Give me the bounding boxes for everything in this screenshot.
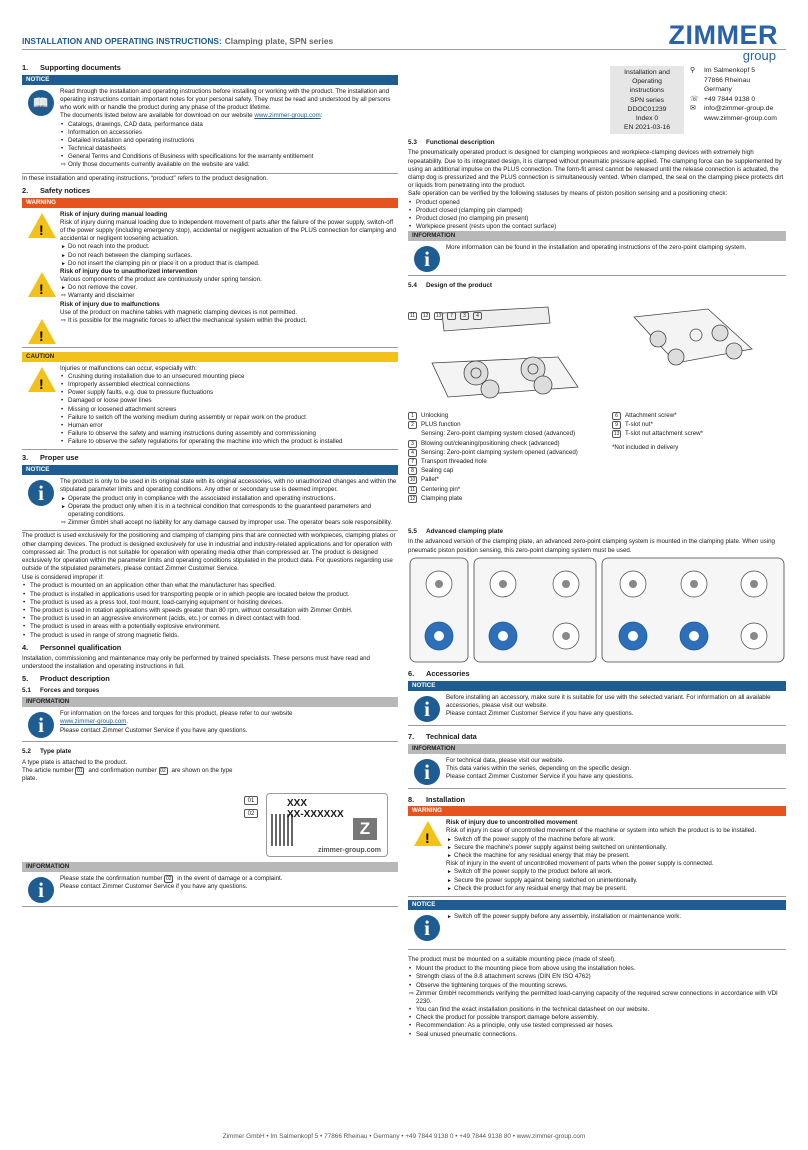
header-subtitle: Clamping plate, SPN series bbox=[224, 36, 334, 46]
read-manual-icon: 📖 bbox=[28, 90, 54, 116]
warning-label: WARNING bbox=[408, 806, 786, 816]
article-number: XXX bbox=[287, 798, 308, 809]
docinfo-line: Operating bbox=[632, 78, 662, 86]
list-item: • General Terms and Conditions of Business with specifications for the warranty entitlement bbox=[60, 153, 398, 161]
notice-text: Read through the installation and operating instructions before installing or working with the product. The installation and operating instructions contain important notes for your personal safety. They must be read and understood by all persons who work with or handle the product during any phase of the product lifetime. bbox=[60, 87, 391, 112]
information-box: i Please state the confirmation number 02 in the event of damage or a complaint. Please contact Zimmer Customer Service if you have any questions. bbox=[22, 872, 398, 907]
section-6-heading: 6. Accessories bbox=[408, 669, 470, 678]
type-plate-info bbox=[22, 862, 398, 907]
docinfo-line: Index 0 bbox=[635, 114, 659, 122]
information-box: i For information on the forces and torques for this product, please refer to our website www.zimmer-group.com. Please contact Zimmer Customer Service if you have any questions. bbox=[22, 707, 398, 742]
docinfo-line: DDOC01239 bbox=[627, 105, 667, 113]
docinfo-line: Installation and bbox=[624, 69, 670, 76]
notice-box: i Before installing an accessory, make sure it is suitable for use with the selected variant. For information on all available accessories, please visit our website. Please contact Zimmer Customer Service if you have any questions. bbox=[408, 691, 786, 726]
section-2-heading: 2. Safety notices bbox=[22, 185, 91, 195]
design-legend-left: 1 Unlocking 2 PLUS function Sensing: Zero-point clamping system closed (advanced) 3 Blowing out/cleaning/positioning check (advanced) 4 Sensing: Zero-point clamping system opened (advanced) 7 Transport threaded hole 8 Sealing cap 10 Pallet* 11 Centering pin* 12 Clamping plate bbox=[409, 412, 578, 502]
warning-box: ! Risk of injury due to uncontrolled movement Risk of injury in case of uncontrolled movement of the machine or system into which the product is to be installed. ► Switch off the power supply of the machine before all work. ► Secure the machine's power supply against being switched on unintentionally. ► Check the machine for any residual energy that may be present. Risk of injury in the event of uncontrolled movement of parts when the power supply is connected. ► Switch off the power supply to the product before all work. ► Secure the power supply against being switched on unintentionally. ► Check the product for any residual energy that may be present. bbox=[408, 816, 786, 897]
company-address bbox=[690, 66, 790, 123]
caution-label: CAUTION bbox=[22, 352, 398, 362]
warning-title: Risk of injury due to malfunctions bbox=[60, 300, 160, 308]
list-item: • Technical datasheets bbox=[60, 145, 398, 153]
information-box: i More information can be found in the installation and operating instructions of the zero-point clamping system. bbox=[408, 241, 786, 276]
notice-label: NOTICE bbox=[408, 900, 786, 910]
warning-box: ! ! ! Risk of injury during manual loading Risk of injury during manual loading due to independent movement of parts after the failure of the power supply, switch-off of the power supply (including emergency stop), accidental or negligent actuation of the PLUS connection for clamping and accidental or negligent loosening actuation. ► Do not reach into the product. ► Do not reach between the clamping surfaces. ► Do not insert the clamping pin or place it on a product that is clamped. Risk of injury due to unauthorized intervention Various components of the product are continuously under spring tension. ► Do not remove the cover. ⇨ Warranty and disclaimer Risk of injury due to malfunctions Use of the product on machine tables with magnetic clamping devices is not permitted. ⇨ It is possible for the magnetic forces to affect the mechanical system within the product. bbox=[22, 208, 398, 348]
type-plate-web: zimmer-group.com bbox=[317, 847, 381, 854]
list-item: • Information on accessories bbox=[60, 129, 398, 137]
section-5-4-heading: 5.4 Design of the product bbox=[408, 282, 493, 290]
notice-label: NOTICE bbox=[22, 75, 398, 85]
info-icon: i bbox=[28, 877, 54, 903]
address-street: Im Salmenkopf 5 bbox=[704, 67, 755, 74]
notice-label: NOTICE bbox=[408, 681, 786, 691]
info-icon: i bbox=[28, 712, 54, 738]
improper-use-list: • The product is mounted on an application other than what the manufacturer has specified. • The product is installed in applications used for transporting people or in which people are located below the product. • The product is used as a press tool, tool mount, load-carrying equipment or hoisting devices. • The product is used in rotation applications with speeds greater than 80 rpm, without consultation with Zimmer GmbH. • The product is used in an aggressive environment (acids, etc.) or comes in direct contact with food. • The product is used in areas with a potentially explosive environment. • The product is used in range of strong magnetic fields. bbox=[22, 582, 398, 639]
info-icon: i bbox=[414, 246, 440, 272]
warning-label: WARNING bbox=[22, 198, 398, 208]
info-icon: i bbox=[414, 696, 440, 722]
section-5-heading: 5. Product description bbox=[22, 673, 110, 683]
address-country: Germany bbox=[704, 86, 732, 94]
callout-01: 01 bbox=[244, 796, 258, 805]
list-item: • Detailed installation and operating instructions bbox=[60, 137, 398, 145]
location-pin-icon: ⚲ bbox=[690, 67, 695, 74]
document-header bbox=[22, 36, 333, 47]
right-column-lower: 6. Accessories NOTICE i Before installing an accessory, make sure it is suitable for use with the selected variant. For information on all available accessories, please visit our website. Please contact Zimmer Customer Service if you have any questions. 7. Technical data INFORMATION i For technical data, please visit our website. This data varies within the series, depending on the specific design. Please contact Zimmer Customer Service if you have any questions. 8. Installation WARNING ! Risk of injury due to uncontrolled movement Risk of injury in case of uncontrolled movement of the machine or system into which the product is to be installed. ► Switch off the power supply of the machine before all work. ► Secure the machine's power supply against being switched on unintentionally. ► Check the machine for any residual energy that may be present. Risk of injury in the event of uncontrolled movement of parts when the power supply is connected. ► Switch off the power supply to the product before all work. ► Secure the power supply against being switched on unintentionally. ► Check the product for any residual energy that may be present. NOTICE i ► Switch off the power supply before any assembly, installation or maintenance work. The product must be mounted on a suitable mounting piece (made of steel). • Mount the product to the mounting piece from above using the installation holes. • Strength class of the 8.8 attachment screws (DIN EN ISO 4762) • Observe the tightening torques of the mounting screws. ⇨ Zimmer GmbH recommends verifying the permitted load-carrying capacity of the required screw connections in accordance with VDI 2230. • You can find the exact installation positions in the technical datasheet on our website. • Check the product for possible transport damage before assembly. • Recommendation: As a principle, only use tested compressed air hoses. • Seal unused pneumatic connections. bbox=[408, 666, 786, 1039]
callout-02: 02 bbox=[244, 809, 258, 818]
website-link[interactable]: www.zimmer-group.com bbox=[60, 718, 127, 726]
notice-box: i ► Switch off the power supply before any assembly, installation or maintenance work. bbox=[408, 910, 786, 950]
docinfo-line: EN 2021-03-16 bbox=[623, 124, 671, 132]
zimmer-logo bbox=[652, 14, 782, 62]
list-item: • Catalogs, drawings, CAD data, performance data bbox=[60, 121, 398, 129]
document-id-box bbox=[610, 66, 684, 134]
section-5-3-heading: 5.3 Functional description bbox=[408, 139, 495, 146]
proper-use-text: The product is used exclusively for the positioning and clamping of clamping pins that are connected with workpieces, clamping plates or other clamping devices. The product is designed exclusively for use in industrial and industry-related applications and for operation with compressed air. The product is not suitable for operation with operating media other than compressed air. The product is designed exclusively for operation within the parameter limits and operating conditions stipulated in the product data. For questions regarding use outside of the stipulated parameters, please contact Zimmer Customer Service. bbox=[22, 532, 396, 573]
product-note: In these installation and operating instructions, “product” refers to the product designation. bbox=[22, 174, 268, 182]
design-legend-right: 6 Attachment screw* 9 T-slot nut* 13 T-slot nut attachment screw* *Not included in delivery bbox=[612, 412, 704, 451]
docinfo-line: instructions bbox=[629, 87, 665, 95]
page-footer: Zimmer GmbH • Im Salmenkopf 5 • 77866 Rheinau • Germany • +49 7844 9138 0 • +49 7844 9138 80 • www.zimmer-group.com bbox=[222, 1133, 586, 1140]
section-4-heading: 4. Personnel qualification bbox=[22, 642, 122, 652]
left-column: 1. Supporting documents NOTICE 📖 Read through the installation and operating instructions before installing or working with the product. The installation and operating instructions contain important notes for your personal safety. They must be read and understood by all persons who work with or handle the product during any phase of the product lifetime. The documents listed below are available for download on our website www.zimmer-group.com: • Catalogs, drawings, CAD data, performance data • Information on accessories • Detailed installation and operating instructions • Technical datasheets • General Terms and Conditions of Business with specifications for the warranty entitlement ⇨ Only those documents currently available on the website are valid. In these installation and operating instructions, “product” refers to the product designation. 2. Safety notices WARNING ! ! ! Risk of injury during manual loading Risk of injury during manual loading due to independent movement of parts after the failure of the power supply, switch-off of the power supply (including emergency stop), accidental or negligent actuation of the PLUS connection for clamping and accidental or negligent loosening actuation. ► Do not reach into the product. ► Do not reach between the clamping surfaces. ► Do not insert the clamping pin or place it on a product that is clamped. Risk of injury due to unauthorized intervention Various components of the product are continuously under spring tension. ► Do not remove the cover. ⇨ Warranty and disclaimer Risk of injury due to malfunctions Use of the product on machine tables with magnetic clamping devices is not permitted. ⇨ It is possible for the magnetic forces to affect the mechanical system within the product. CAUTION ! Injuries or malfunctions can occur, especially with: • Crushing during installation due to an unsecured mounting piece • Improperly assembled electrical connections • Power supply faults, e.g. due to pressure fluctuations • Damaged or loose power lines • Missing or loosened attachment screws • Failure to switch off the working medium during assembly or repair work on the product • Human error • Failure to observe the safety and warning instructions during assembly and commissioning • Failure to observe the safety regulations for operating the machine into which the product is installed 3. Proper use NOTICE i The product is only to be used in its original state with its original accessories, with no unauthorized changes and within the stipulated parameter limits and operating conditions. Any other or secondary use is deemed improper. ► Operate the product only in compliance with the associated installation and operating instructions. ► Operate the product only when it is in a technical condition that corresponds to the guaranteed parameters and operating conditions. ⇨ Zimmer GmbH shall accept no liability for any damage caused by improper use. The operator bears sole responsibility. The product is used exclusively for the positioning and clamping of clamping pins that are connected with workpieces, clamping plates or other clamping devices. The product is designed exclusively for use in industrial and industry-related applications and for operation with compressed air. The product is not suitable for operation with operating media other than compressed air. The product is designed exclusively for operation within the parameter limits and operating conditions stipulated in the product data. For questions regarding use outside of the stipulated parameters, please contact Zimmer Customer Service. Use is considered improper if: • The product is mounted on an application other than what the manufacturer has specified. • The product is installed in applications used for transporting people or in which people are located below the product. • The product is used as a press tool, tool mount, load-carrying equipment or hoisting devices. • The product is used in rotation applications with speeds greater than 80 rpm, without consultation with Zimmer GmbH. • The product is used in an aggressive environment (acids, etc.) or comes in direct contact with food. • The product is used in areas with a potentially explosive environment. • The product is used in range of strong magnetic fields. 4. Personnel qualification Installation, commissioning and maintenance may only be performed by trained specialists. These persons must have read and understood the installation and operating instructions in full. 5. Product description 5.1 Forces and torques INFORMATION i For information on the forces and torques for this product, please refer to our website www.zimmer-group.com. Please contact Zimmer Customer Service if you have any questions. 5.2 Type plate A type plate is attached to the product. The article number 01 and confirmation number 02 are shown on the type plate. bbox=[22, 60, 398, 783]
warning-triangle-icon: ! bbox=[28, 367, 56, 392]
phone-icon: ☏ bbox=[690, 95, 699, 103]
type-plate bbox=[266, 793, 388, 857]
information-label: INFORMATION bbox=[408, 231, 786, 241]
information-label: INFORMATION bbox=[408, 744, 786, 754]
zimmer-z-logo: Z bbox=[353, 818, 377, 840]
website-link[interactable]: www.zimmer-group.com bbox=[254, 112, 321, 120]
information-label: INFORMATION bbox=[22, 862, 398, 872]
logo-sub: group bbox=[742, 48, 776, 63]
warning-title: Risk of injury due to unauthorized intervention bbox=[60, 267, 198, 275]
address-city: 77866 Rheinau bbox=[704, 76, 751, 84]
warning-triangle-icon: ! bbox=[28, 213, 56, 238]
section-7-heading: 7. Technical data bbox=[408, 731, 477, 741]
notice-label: NOTICE bbox=[22, 465, 398, 475]
notice-box: i The product is only to be used in its original state with its original accessories, with no unauthorized changes and within the stipulated parameter limits and operating conditions. Any other or secondary use is deemed improper. ► Operate the product only in compliance with the associated installation and operating instructions. ► Operate the product only when it is in a technical condition that corresponds to the guaranteed parameters and operating conditions. ⇨ Zimmer GmbH shall accept no liability for any damage caused by improper use. The operator bears sole responsibility. bbox=[22, 475, 398, 531]
warning-title: Risk of injury due to uncontrolled movement bbox=[446, 819, 578, 827]
address-email[interactable]: info@zimmer-group.de bbox=[704, 105, 774, 113]
section-5-5: 5.5 Advanced clamping plate In the advanced version of the clamping plate, an advanced zero-point clamping system is mounted in the clamping plate. When using pneumatic piston position sensing, this zero-point clamping system must be used. bbox=[408, 525, 786, 555]
warning-triangle-icon: ! bbox=[28, 319, 56, 344]
docinfo-line: SPN series bbox=[630, 96, 664, 104]
information-label: INFORMATION bbox=[22, 697, 398, 707]
info-icon: i bbox=[414, 915, 440, 941]
section-8-heading: 8. Installation bbox=[408, 794, 466, 804]
notice-box: 📖 Read through the installation and operating instructions before installing or working with the product. The installation and operating instructions contain important notes for your personal safety. They must be read and understood by all persons who work with or handle the product during any phase of the product lifetime. The documents listed below are available for download on our website www.zimmer-group.com: • Catalogs, drawings, CAD data, performance data • Information on accessories • Detailed installation and operating instructions • Technical datasheets • General Terms and Conditions of Business with specifications for the warranty entitlement ⇨ Only those documents currently available on the website are valid. bbox=[22, 85, 398, 174]
address-web[interactable]: www.zimmer-group.com bbox=[704, 114, 777, 122]
section-1-heading: 1. Supporting documents bbox=[22, 63, 121, 72]
section-5-5-heading: 5.5 Advanced clamping plate bbox=[408, 528, 504, 535]
confirmation-number: XX-XXXXXX bbox=[287, 809, 344, 820]
header-title: INSTALLATION AND OPERATING INSTRUCTIONS: bbox=[22, 36, 222, 46]
logo-main: ZIMMER bbox=[668, 20, 778, 50]
section-5-1-heading: 5.1 Forces and torques bbox=[22, 686, 100, 694]
section-5-2-heading: 5.2 Type plate bbox=[22, 748, 72, 756]
warning-triangle-icon: ! bbox=[414, 821, 442, 846]
result-item: ⇨ Only those documents currently available on the website are valid. bbox=[60, 161, 398, 169]
clamping-plate-shape bbox=[432, 357, 578, 397]
right-column: 5.3 Functional description The pneumatically operated product is designed for clamping workpieces and workpiece-clamping devices with extremely high repeatability. Due to its integrated design, it is clamped without pneumatic pressure applied. The clamping force can be supplemented by using an additional impulse on the PLUS connection. The form-fit arrest cannot be released until the release connection is actuated, the clamp dog is pressurized and the PLUS connection is simultaneously vented. When clamped, the seal on the clamping piece protects dirt or liquids from penetrating into the product. Safe operation can be verified by the following statuses by means of piston position sensing and a positioning check: • Product opened • Product closed (clamping pin clamped) • Product closed (no clamping pin present) • Workpiece present (rests upon the contact surface) INFORMATION i More information can be found in the installation and operating instructions of the zero-point clamping system. 5.4 Design of the product bbox=[408, 136, 786, 293]
advanced-clamping-plates-drawing bbox=[408, 556, 786, 666]
info-icon: i bbox=[414, 759, 440, 785]
docs-list bbox=[60, 121, 398, 170]
warning-triangle-icon: ! bbox=[28, 272, 56, 297]
warning-title: Risk of injury during manual loading bbox=[60, 210, 168, 218]
info-icon: i bbox=[28, 480, 54, 506]
address-phone: +49 7844 9138 0 bbox=[704, 95, 756, 103]
information-box: i For technical data, please visit our website. This data varies within the series, depending on the specific design. Please contact Zimmer Customer Service if you have any questions. bbox=[408, 754, 786, 789]
caution-box: ! Injuries or malfunctions can occur, especially with: • Crushing during installation due to an unsecured mounting piece • Improperly assembled electrical connections • Power supply faults, e.g. due to pressure fluctuations • Damaged or loose power lines • Missing or loosened attachment screws • Failure to switch off the working medium during assembly or repair work on the product • Human error • Failure to observe the safety and warning instructions during assembly and commissioning • Failure to observe the safety regulations for operating the machine into which the product is installed bbox=[22, 362, 398, 451]
section-3-heading: 3. Proper use bbox=[22, 453, 79, 463]
mail-icon: ✉ bbox=[690, 105, 696, 113]
drawing-callouts-left: 11 12 13 7 3 4 bbox=[408, 312, 486, 327]
